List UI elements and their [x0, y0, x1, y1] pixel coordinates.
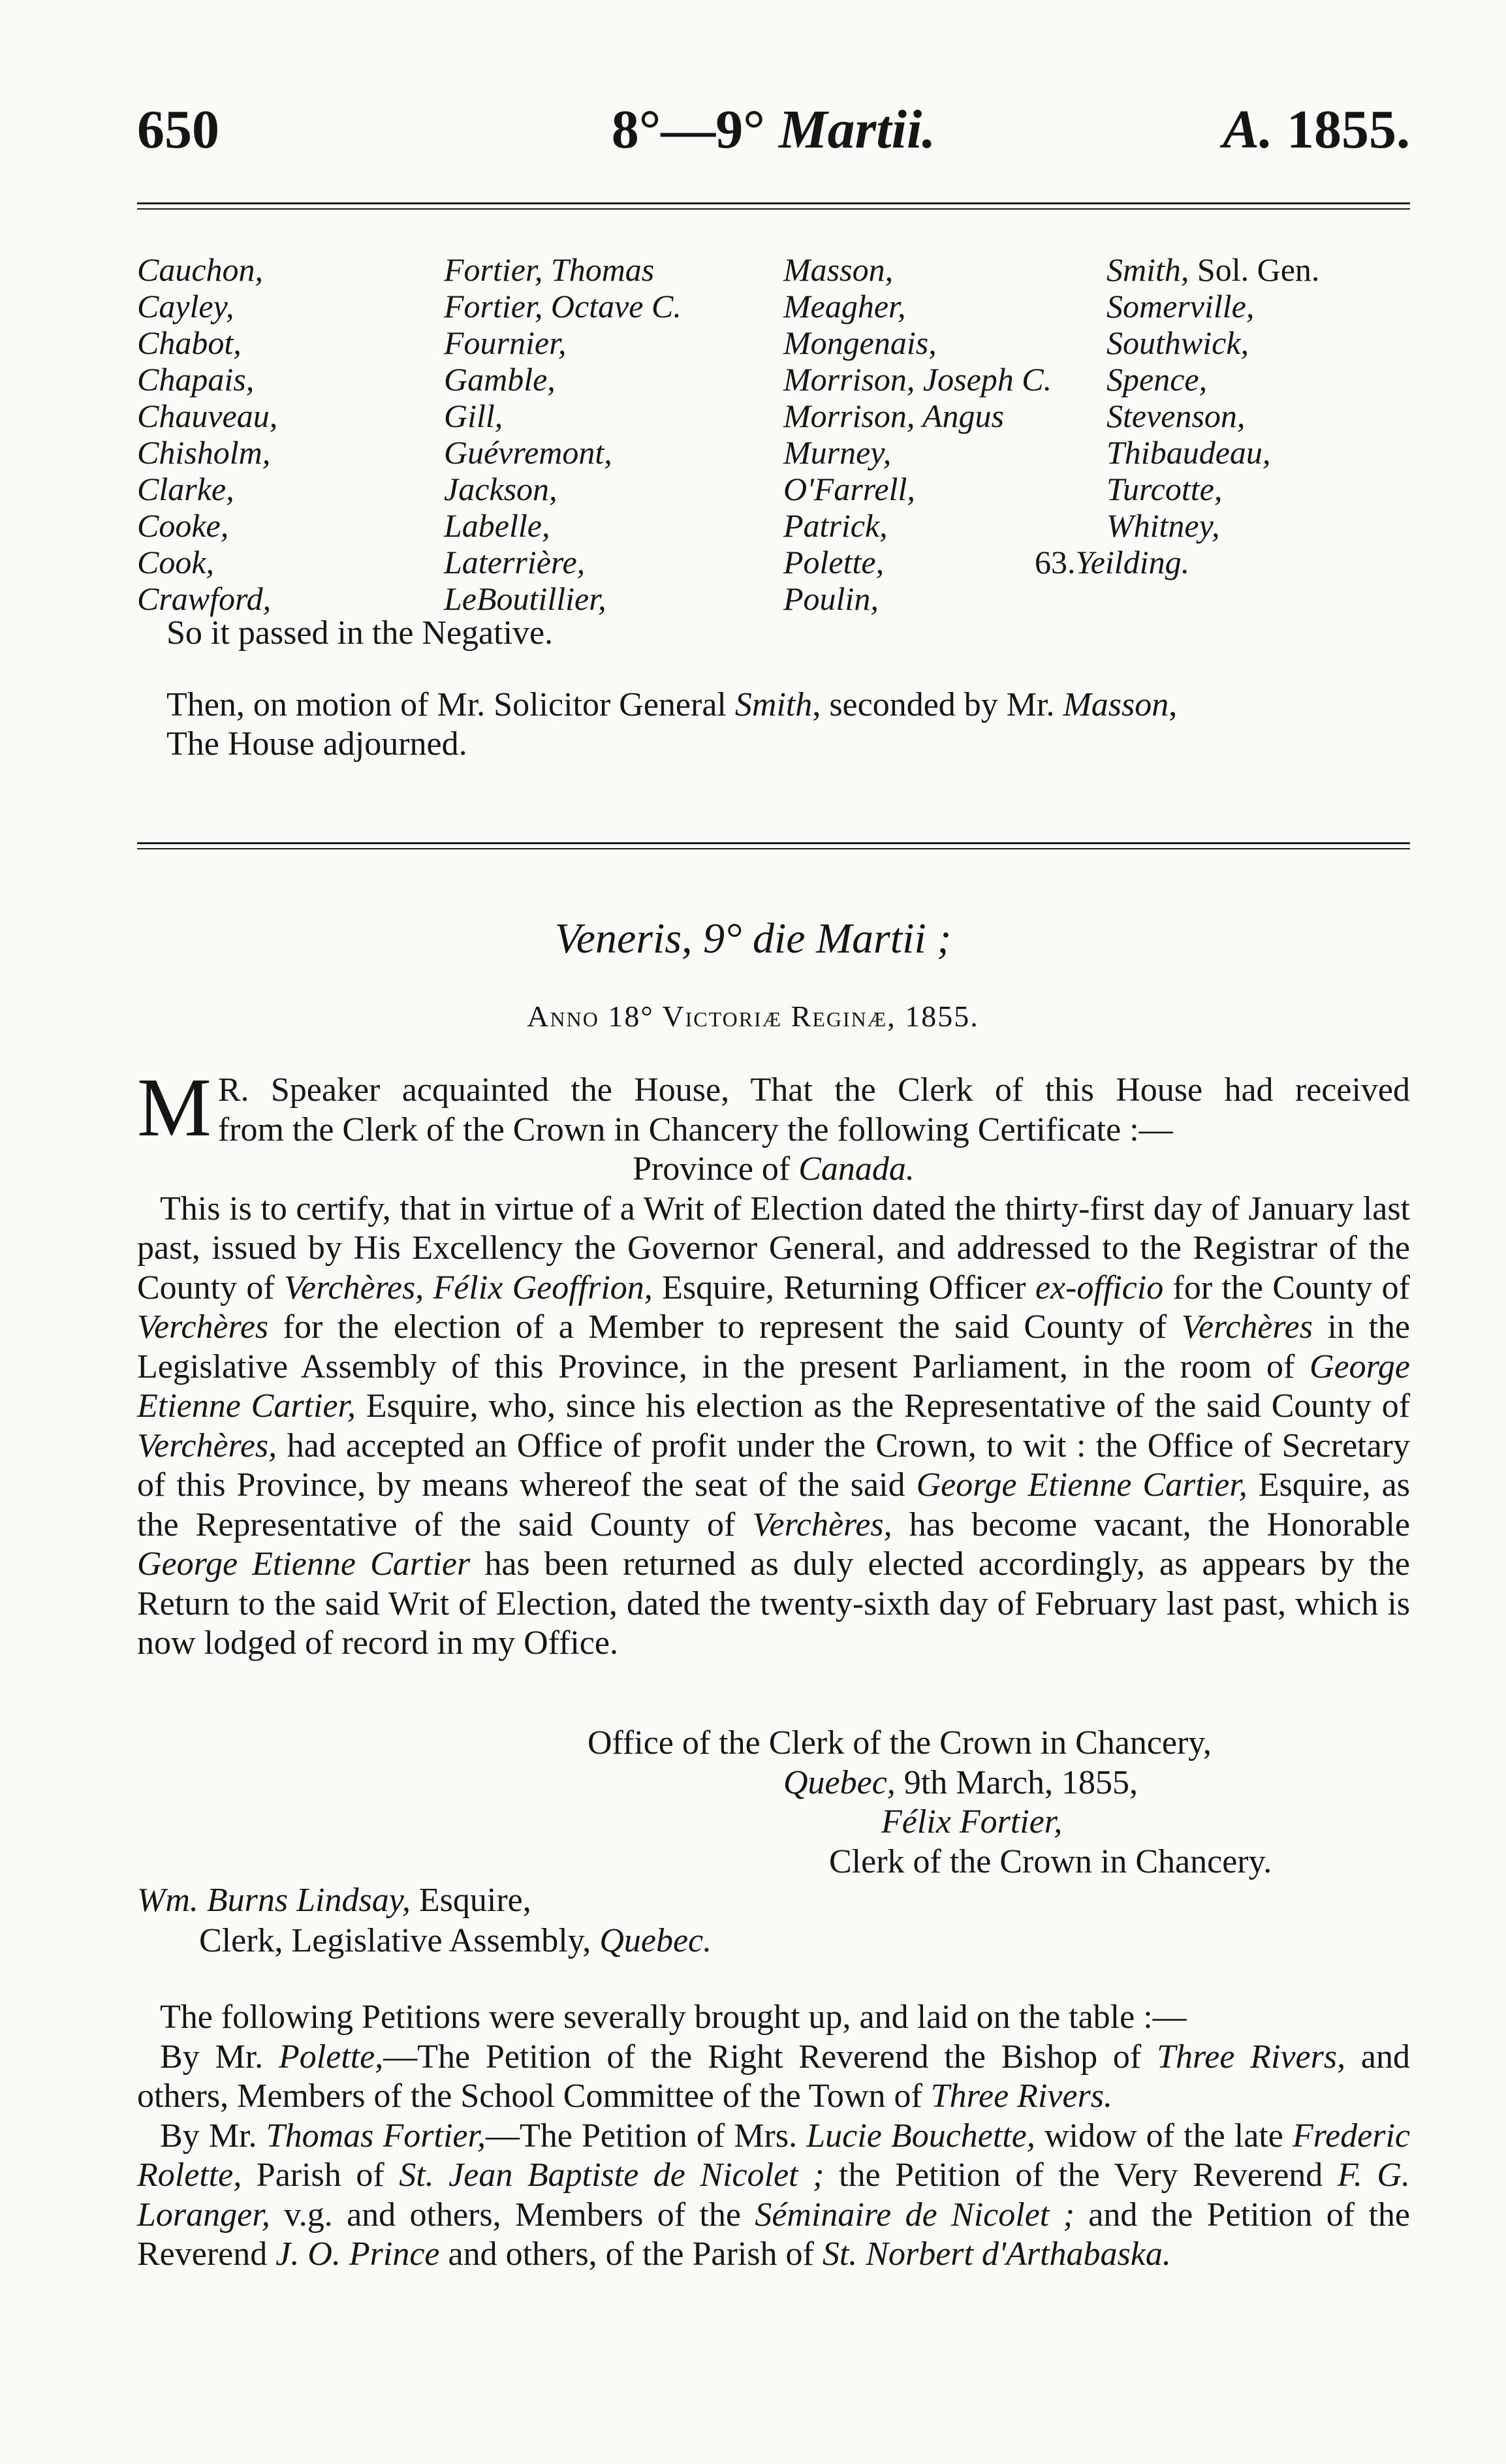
member-name: Chisholm,: [137, 434, 271, 471]
member-name: Somerville,: [1106, 288, 1255, 324]
member-name: Poulin,: [783, 580, 879, 617]
member-name: Cook,: [137, 544, 215, 580]
certificate-signature: Office of the Clerk of the Crown in Chancery, Quebec, 9th March, 1855, Félix Fortier, Clerk of the Crown in Chancery.: [588, 1724, 1272, 1880]
sitting-title: Veneris, 9° die Martii ;: [554, 915, 952, 962]
member-name: Meagher,: [783, 288, 906, 324]
certificate-address: Wm. Burns Lindsay, Esquire, Clerk, Legislative Assembly, Quebec.: [137, 1882, 712, 1959]
adjournment-motion: Then, on motion of Mr. Solicitor General Smith, seconded by Mr. Masson, The House adjourned.: [166, 686, 1178, 763]
running-head: [137, 98, 1410, 183]
year-prefix: A.: [1222, 99, 1273, 160]
member-name: O'Farrell,: [783, 471, 915, 507]
member-name: Whitney,: [1106, 507, 1220, 544]
date-prefix: 8°—9°: [611, 99, 765, 160]
regnal-year: Anno 18° Victoriæ Reginæ, 1855.: [527, 1000, 979, 1033]
division-result: So it passed in the Negative.: [166, 614, 554, 652]
member-name: Labelle,: [444, 507, 550, 544]
division-count: 63.: [1035, 544, 1076, 580]
member-name: Jackson,: [444, 471, 557, 507]
running-date: [137, 98, 1410, 161]
division-column-4: [1035, 251, 1410, 617]
division-column-2: [444, 251, 783, 617]
petitions-section: [137, 1998, 1410, 2275]
page-number: 650: [137, 99, 219, 160]
member-name: Cooke,: [137, 507, 229, 544]
member-name: Smith, Sol. Gen.: [1106, 251, 1320, 288]
member-name: Chapais,: [137, 361, 255, 398]
header-rule: [137, 202, 1410, 212]
member-name: Murney,: [783, 434, 892, 471]
certificate-paragraph: M R. Speaker acquainted the House, That the Clerk of this House had received from the Clerk of the Crown in Chancery the following Certificate :— Province of Canada. This is to certify, that in virtue of a Writ of Election dated the thirty-first day of January last past, issued by His Excellency the Governor General, and addressed to the Registrar of the County of Verchères, Félix Geoffrion, Esquire, Returning Officer ex-officio for the County of Verchères for the election of a Member to represent the said County of Verchères in the Legislative Assembly of this Province, in the present Parliament, in the room of George Etienne Cartier, Esquire, who, since his election as the Representative of the said County of Verchères, had accepted an Office of profit under the Crown, to wit : the Office of Secretary of this Province, by means whereof the seat of the said George Etienne Cartier, Esquire, as the Representative of the said County of Verchères, has become vacant, the Honorable George Etienne Cartier has been returned as duly elected accordingly, as appears by the Return to the said Writ of Election, dated the twenty-sixth day of February last past, which is now lodged of record in my Office.: [137, 1071, 1410, 1664]
member-name: Chauveau,: [137, 398, 278, 434]
division-list: [137, 251, 1410, 617]
member-name: Stevenson,: [1106, 398, 1246, 434]
member-name: Fortier, Octave C.: [444, 288, 682, 324]
year-value: 1855.: [1287, 99, 1410, 160]
running-year: [1223, 98, 1410, 161]
member-name: Fournier,: [444, 324, 567, 361]
province-line: Province of Canada.: [633, 1150, 915, 1188]
member-name: LeBoutillier,: [444, 580, 606, 617]
member-name: Spence,: [1106, 361, 1208, 398]
member-name: Morrison, Joseph C.: [783, 361, 1052, 398]
certificate-body: This is to certify, that in virtue of a Writ of Election dated the thirty-first day of January last past, issued by His Excellency the Governor General, and addressed to the Registrar of the County of Verchères, Félix Geoffrion, Esquire, Returning Officer ex-officio for the County of Verchères for the election of a Member to represent the said County of Verchères in the Legislative Assembly of this Province, in the present Parliament, in the room of George Etienne Cartier, Esquire, who, since his election as the Representative of the said County of Verchères, had accepted an Office of profit under the Crown, to wit : the Office of Secretary of this Province, by means whereof the seat of the said George Etienne Cartier, Esquire, as the Representative of the said County of Verchères, has become vacant, the Honorable George Etienne Cartier has been returned as duly elected accordingly, as appears by the Return to the said Writ of Election, dated the twenty-sixth day of February last past, which is now lodged of record in my Office.: [137, 1190, 1411, 1662]
division-column-1: [137, 251, 444, 617]
member-name: Clarke,: [137, 471, 234, 507]
member-name: Laterrière,: [444, 544, 586, 580]
member-name: Crawford,: [137, 580, 272, 617]
member-name: Thibaudeau,: [1106, 434, 1271, 471]
member-name: Masson,: [783, 251, 894, 288]
petition-entry: By Mr. Thomas Fortier,—The Petition of Mrs. Lucie Bouchette, widow of the late Frederic Rolette, Parish of St. Jean Baptiste de Nicolet ; the Petition of the Very Reverend F. G. Loranger, v.g. and others, Members of the Séminaire de Nicolet ; and the Petition of the Reverend J. O. Prince and others, of the Parish of St. Norbert d'Arthabaska.: [137, 2117, 1410, 2273]
member-name: Mongenais,: [783, 324, 937, 361]
member-name: Gamble,: [444, 361, 556, 398]
member-name: Patrick,: [783, 507, 888, 544]
member-name: Guévremont,: [444, 434, 612, 471]
member-title: Sol. Gen.: [1197, 251, 1320, 288]
member-name: Turcotte,: [1106, 471, 1223, 507]
member-name: Gill,: [444, 398, 503, 434]
petition-entry: By Mr. Polette,—The Petition of the Right Reverend the Bishop of Three Rivers, and others, Members of the School Committee of the Town of Three Rivers.: [137, 2038, 1410, 2115]
member-name: 63.Yeilding.: [1035, 544, 1190, 580]
member-name: Chabot,: [137, 324, 242, 361]
member-name: Fortier, Thomas: [444, 251, 655, 288]
section-rule: [137, 842, 1410, 851]
member-name: Morrison, Angus: [783, 398, 1005, 434]
member-name: Cauchon,: [137, 251, 264, 288]
member-name: Southwick,: [1106, 324, 1249, 361]
date-word: Martii.: [778, 99, 936, 160]
member-name: Cayley,: [137, 288, 234, 324]
member-name: Polette,: [783, 544, 885, 580]
petitions-intro: The following Petitions were severally brought up, and laid on the table :—: [160, 1998, 1187, 2036]
drop-cap: M: [137, 1061, 212, 1154]
